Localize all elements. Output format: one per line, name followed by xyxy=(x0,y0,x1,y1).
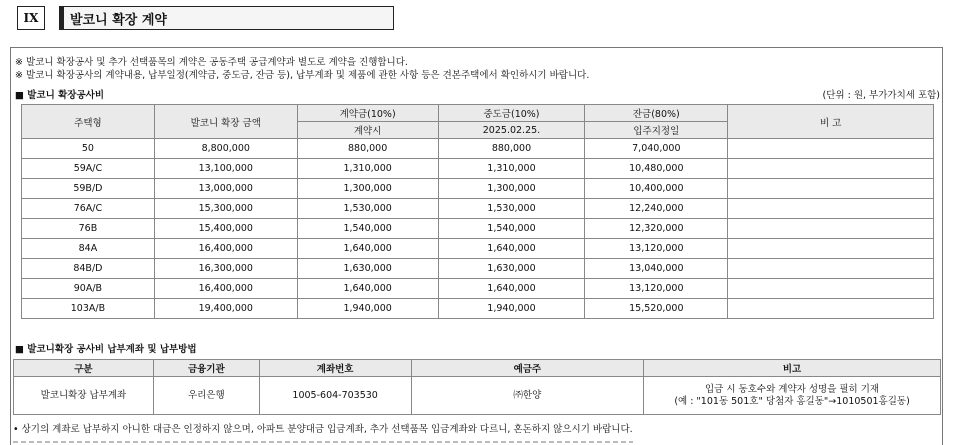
header-remark: 비 고 xyxy=(728,105,934,139)
cell-holder: ㈜한양 xyxy=(411,377,644,415)
table-row xyxy=(22,239,934,259)
cell-amount: 8,800,000 xyxy=(154,139,297,159)
cell-middle: 1,310,000 xyxy=(438,159,585,179)
cell-bank: 우리은행 xyxy=(153,377,259,415)
remark-line-2: (예 : "101동 501호" 당첨자 홍길동"→1010501홍길동) xyxy=(674,395,910,407)
header-middle: 중도금(10%) xyxy=(438,105,585,122)
cost-table-unit: (단위 : 원, 부가가치세 포함) xyxy=(822,90,940,101)
cell-middle: 1,640,000 xyxy=(438,239,585,259)
cell-remark xyxy=(728,239,934,259)
cell-amount: 15,400,000 xyxy=(154,219,297,239)
section-header xyxy=(17,5,394,31)
note-1: ※ 발코니 확장공사 및 추가 선택품목의 계약은 공동주택 공급계약과 별도로 계약을 진행합니다. xyxy=(15,57,408,68)
cell-amount: 13,000,000 xyxy=(154,179,297,199)
cell-type: 76A/C xyxy=(22,199,155,219)
cell-remark xyxy=(728,199,934,219)
cell-remark xyxy=(728,159,934,179)
section-number: IX xyxy=(17,6,45,30)
table-row xyxy=(22,199,934,219)
balcony-cost-table xyxy=(21,104,934,319)
table-row xyxy=(14,377,941,415)
cell-balance: 13,040,000 xyxy=(585,259,728,279)
cell-deposit: 1,540,000 xyxy=(297,219,438,239)
cell-middle: 1,540,000 xyxy=(438,219,585,239)
cell-middle: 1,630,000 xyxy=(438,259,585,279)
header-deposit-when: 계약시 xyxy=(297,122,438,139)
header-middle-when: 2025.02.25. xyxy=(438,122,585,139)
table-row xyxy=(22,179,934,199)
table-row xyxy=(22,159,934,179)
footnote: • 상기의 계좌로 납부하지 아니한 대금은 인정하지 않으며, 아파트 분양대금 입금계좌, 추가 선택품목 입금계좌와 다르니, 혼돈하지 않으시기 바랍니다. xyxy=(13,424,633,435)
cell-deposit: 1,310,000 xyxy=(297,159,438,179)
remark-line-1: 입금 시 동호수와 계약자 성명을 필히 기재 xyxy=(704,383,880,395)
table-row xyxy=(22,139,934,159)
cell-type: 50 xyxy=(22,139,155,159)
cell-middle: 1,300,000 xyxy=(438,179,585,199)
cell-balance: 10,400,000 xyxy=(585,179,728,199)
cell-middle: 1,640,000 xyxy=(438,279,585,299)
cell-deposit: 880,000 xyxy=(297,139,438,159)
cell-remark xyxy=(644,377,941,415)
section-title: 발코니 확장 계약 xyxy=(59,6,394,30)
cell-remark xyxy=(728,279,934,299)
cell-deposit: 1,300,000 xyxy=(297,179,438,199)
cell-balance: 12,320,000 xyxy=(585,219,728,239)
header-type: 주택형 xyxy=(22,105,155,139)
header-remark: 비고 xyxy=(644,360,941,377)
cell-balance: 15,520,000 xyxy=(585,299,728,319)
header-balance-when: 입주지정일 xyxy=(585,122,728,139)
cell-deposit: 1,630,000 xyxy=(297,259,438,279)
cell-type: 59B/D xyxy=(22,179,155,199)
cell-balance: 12,240,000 xyxy=(585,199,728,219)
cell-amount: 13,100,000 xyxy=(154,159,297,179)
cell-amount: 16,300,000 xyxy=(154,259,297,279)
cell-amount: 16,400,000 xyxy=(154,239,297,259)
cell-remark xyxy=(728,139,934,159)
header-balance: 잔금(80%) xyxy=(585,105,728,122)
header-bank: 금융기관 xyxy=(153,360,259,377)
account-table-heading: ■ 발코니확장 공사비 납부계좌 및 납부방법 xyxy=(15,344,197,355)
cell-deposit: 1,640,000 xyxy=(297,239,438,259)
cell-remark xyxy=(728,219,934,239)
cell-type: 59A/C xyxy=(22,159,155,179)
cell-remark xyxy=(728,299,934,319)
header-amount: 발코니 확장 금액 xyxy=(154,105,297,139)
cell-type: 90A/B xyxy=(22,279,155,299)
cell-middle: 1,530,000 xyxy=(438,199,585,219)
header-deposit: 계약금(10%) xyxy=(297,105,438,122)
cell-remark xyxy=(728,259,934,279)
cell-type: 103A/B xyxy=(22,299,155,319)
cell-type: 76B xyxy=(22,219,155,239)
cell-remark xyxy=(728,179,934,199)
cell-balance: 13,120,000 xyxy=(585,239,728,259)
table-row xyxy=(22,299,934,319)
cell-amount: 16,400,000 xyxy=(154,279,297,299)
table-row xyxy=(22,279,934,299)
cut-off-text-line xyxy=(13,439,633,443)
header-account: 계좌번호 xyxy=(259,360,411,377)
cell-type: 84A xyxy=(22,239,155,259)
cell-amount: 15,300,000 xyxy=(154,199,297,219)
cell-deposit: 1,940,000 xyxy=(297,299,438,319)
cell-category: 발코니확장 납부계좌 xyxy=(14,377,154,415)
content-frame xyxy=(10,47,943,445)
cell-middle: 880,000 xyxy=(438,139,585,159)
cell-deposit: 1,640,000 xyxy=(297,279,438,299)
cost-table-heading: ■ 발코니 확장공사비 xyxy=(15,90,105,101)
cell-balance: 7,040,000 xyxy=(585,139,728,159)
note-2: ※ 발코니 확장공사의 계약내용, 납부일정(계약금, 중도금, 잔금 등), 납부계좌 및 제품에 관한 사항 등은 견본주택에서 확인하시기 바랍니다. xyxy=(15,70,590,81)
cell-balance: 13,120,000 xyxy=(585,279,728,299)
account-table xyxy=(13,359,941,415)
cell-type: 84B/D xyxy=(22,259,155,279)
cell-balance: 10,480,000 xyxy=(585,159,728,179)
cell-account-number: 1005-604-703530 xyxy=(259,377,411,415)
cell-middle: 1,940,000 xyxy=(438,299,585,319)
header-category: 구분 xyxy=(14,360,154,377)
table-row xyxy=(22,219,934,239)
cell-deposit: 1,530,000 xyxy=(297,199,438,219)
header-holder: 예금주 xyxy=(411,360,644,377)
cell-amount: 19,400,000 xyxy=(154,299,297,319)
table-row xyxy=(22,259,934,279)
